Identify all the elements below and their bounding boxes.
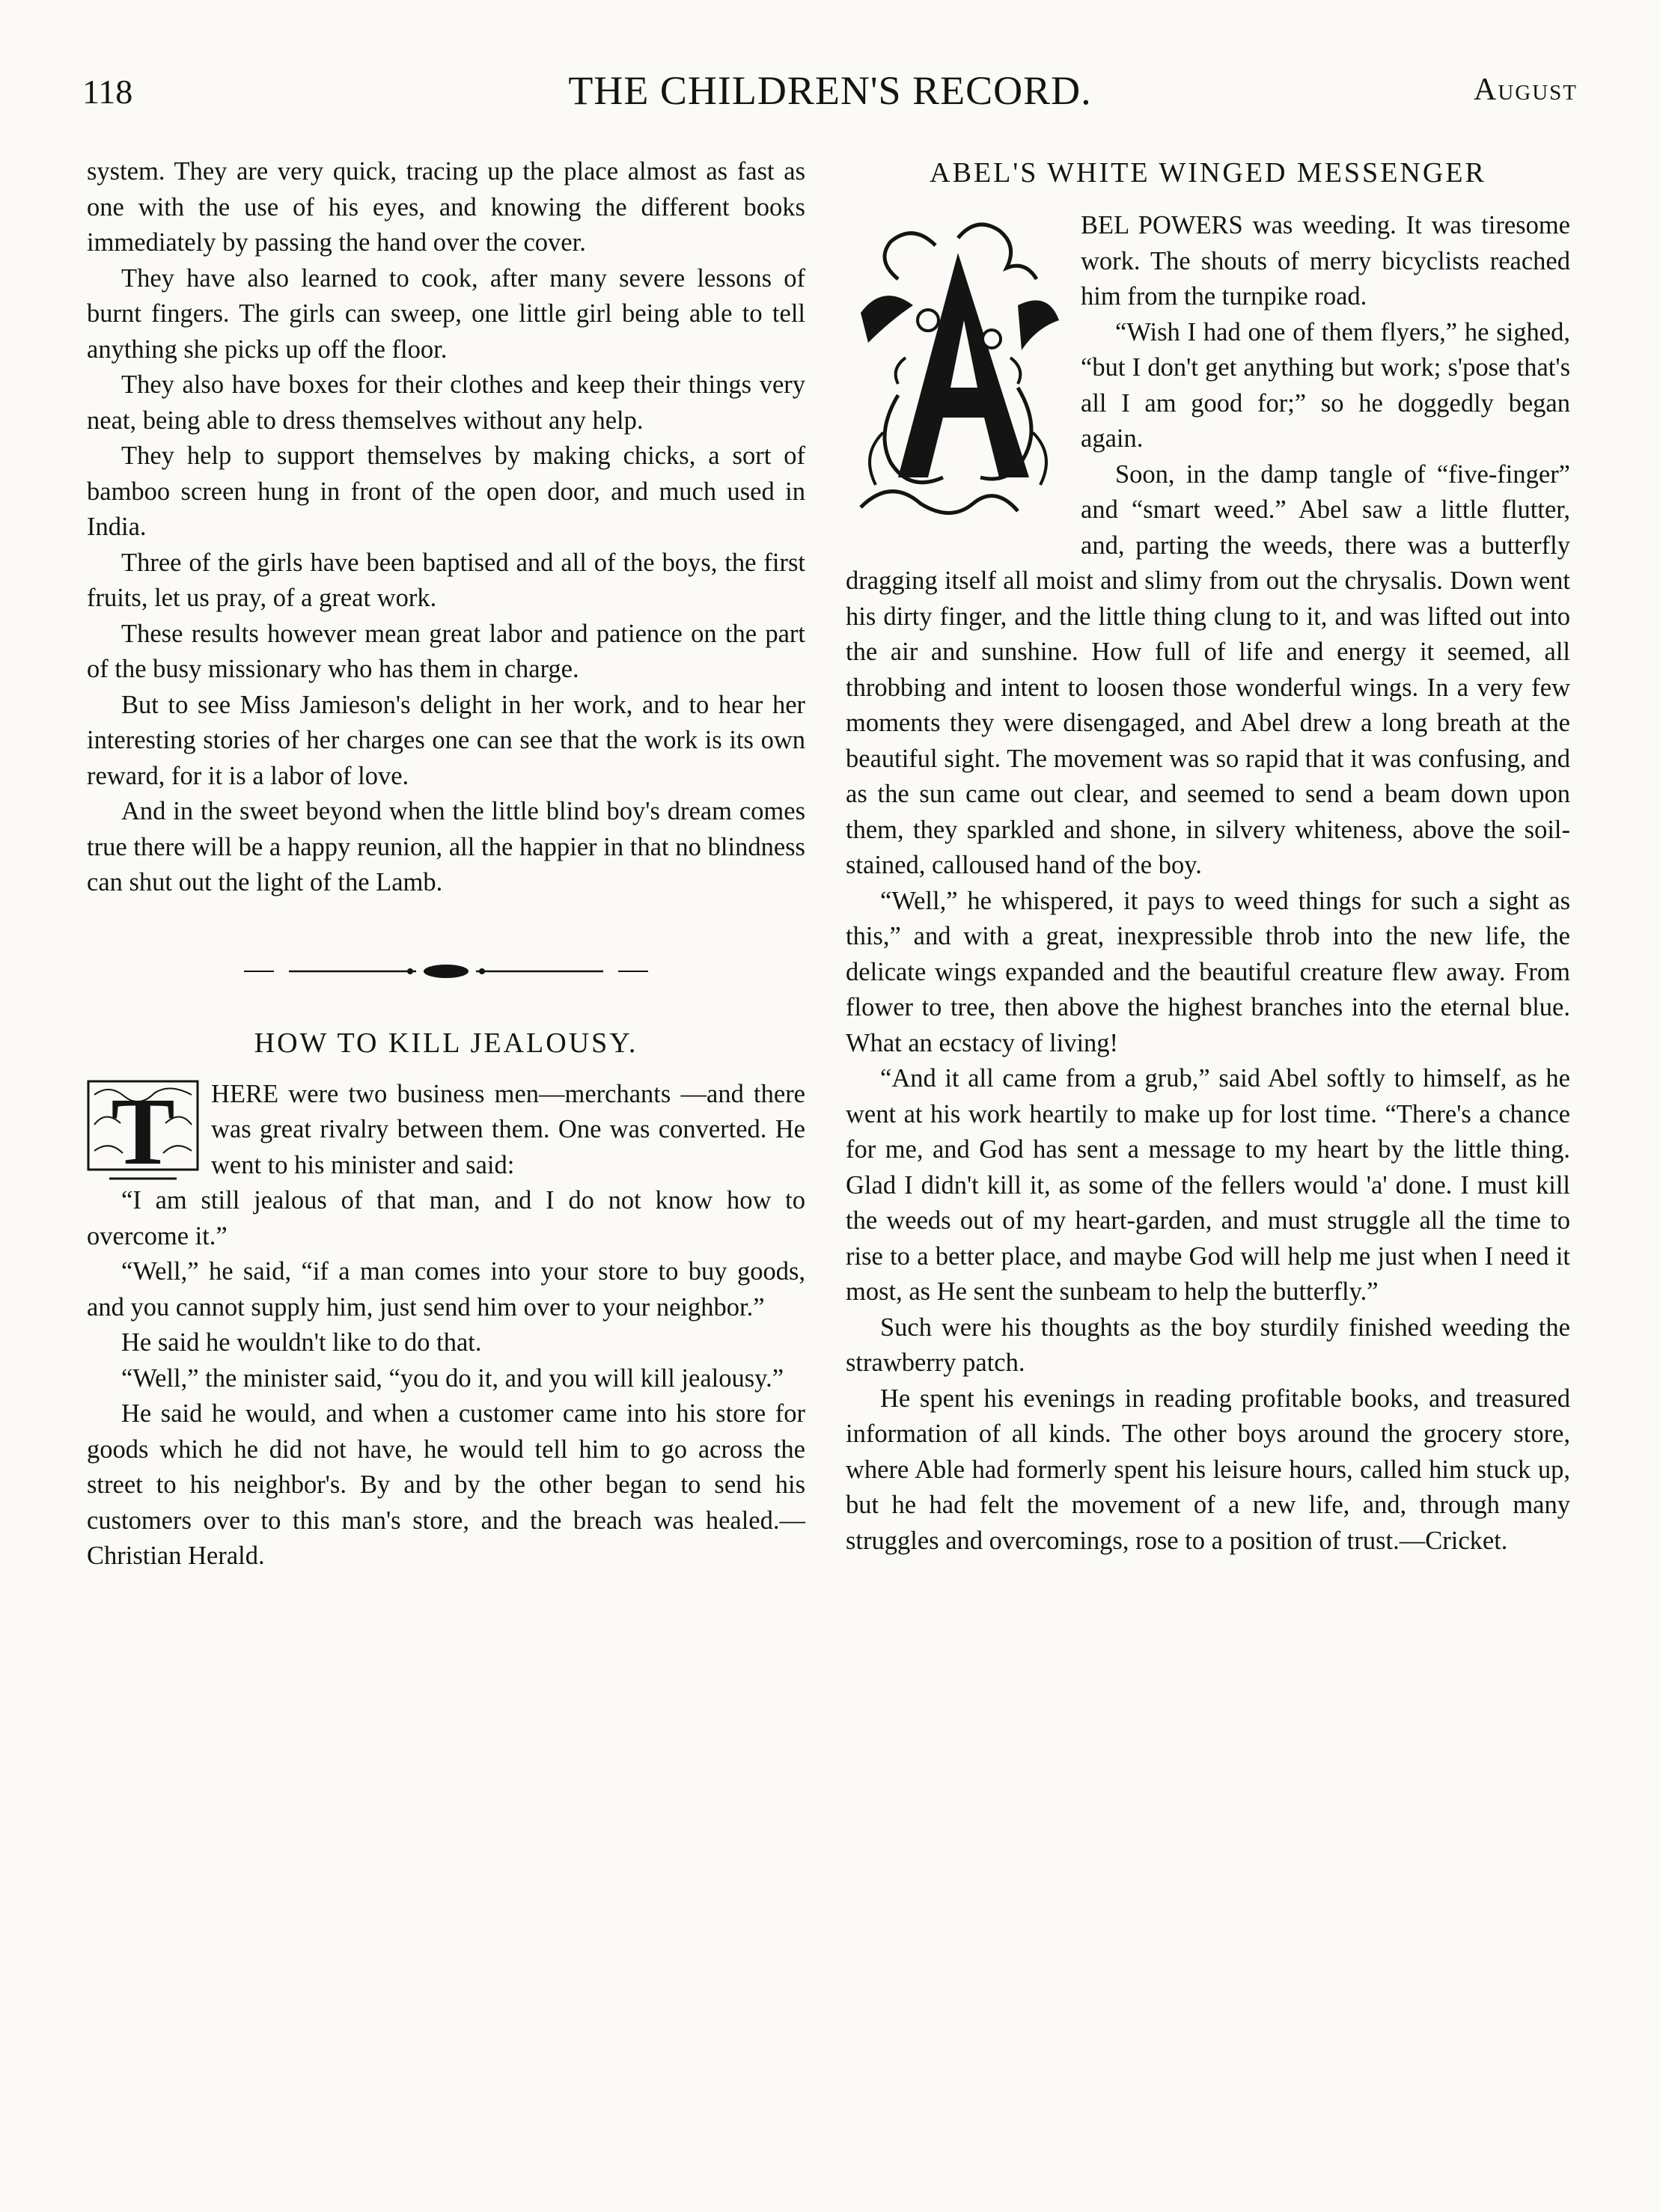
paragraph: “Well,” he said, “if a man comes into your store to buy goods, and you cannot supply him, just send him over to your neighbor.”	[87, 1257, 805, 1322]
paragraph: “Wish I had one of them flyers,” he sighed, “but I don't get anything but work; s'pose that's all I am good for;” so he doggedly began again.	[1081, 317, 1570, 453]
paragraph: These results however mean great labor and patience on the part of the busy missionary who has them in charge.	[87, 619, 805, 683]
svg-text:T: T	[111, 1079, 175, 1183]
paragraph: “I am still jealous of that man, and I do not know how to overcome it.”	[87, 1186, 805, 1250]
paragraph: He said he would, and when a customer came into his store for goods which he did not have, he would tell him to go across the street to his neighbor's. By and by the other began to send his customers over to this man's store, and the breach was healed.—Christian Herald.	[87, 1399, 805, 1570]
journal-title: THE CHILDREN'S RECORD.	[568, 68, 1092, 113]
paragraph: HERE were two business men—merchants —and there was great rivalry between them. One was converted. He went to his minister and said:	[211, 1079, 805, 1179]
issue-month: August	[1473, 73, 1578, 107]
initial-t-icon	[87, 1080, 199, 1183]
paragraph: Soon, in the damp tangle of “five-finger” and “smart weed.” Abel saw a little flutter, and, parting the weeds, there was a butterfly dragging itself all moist and slimy from out the chrysalis. Down went his dirty finger, and the little thing clung to it, and was lifted out into the air and sunshine. How full of life and energy it seemed, all throbbing and intent to loosen those wonderful wings. In a very few moments they were disengaged, and Abel drew a long breath at the beautiful sight. The movement was so rapid that it was confusing, and as the sun came out clear, and seemed to send a beam down upon them, they sparkled and shone, in silvery whiteness, above the soil-stained, calloused hand of the boy.	[846, 459, 1570, 879]
ornamental-initial	[87, 1080, 199, 1183]
paragraph: “Well,” the minister said, “you do it, and you will kill jealousy.”	[121, 1363, 784, 1393]
left-column	[87, 154, 805, 1574]
article-title: HOW TO KILL JEALOUSY.	[254, 1027, 638, 1059]
paragraph: He said he wouldn't like to do that.	[121, 1328, 482, 1357]
paragraph: And in the sweet beyond when the little blind boy's dream comes true there will be a happy reunion, all the happier in that no blindness can shut out the light of the Lamb.	[87, 797, 805, 896]
paragraph: BEL POWERS was weeding. It was tiresome work. The shouts of merry bicyclists reached him from the turnpike road.	[1081, 211, 1570, 311]
article-title: ABEL'S WHITE WINGED MESSENGER	[930, 157, 1486, 189]
divider-ornament-icon	[244, 960, 648, 983]
right-column	[846, 154, 1570, 1559]
paragraph: He spent his evenings in reading profitable books, and treasured information of all kinds. The other boys around the grocery store, where Able had formerly spent his leisure hours, called him stuck up, but he had felt the movement of a new life, and, through many struggles and overcomings, rose to a position of trust.—Cricket.	[846, 1384, 1570, 1555]
paragraph: Such were his thoughts as the boy sturdily finished weeding the strawberry patch.	[846, 1313, 1570, 1377]
paragraph: They also have boxes for their clothes and keep their things very neat, being able to dress themselves without any help.	[87, 370, 805, 435]
paragraph: They have also learned to cook, after many severe lessons of burnt fingers. The girls can sweep, one little girl being able to tell anything she picks up off the floor.	[87, 263, 805, 364]
paragraph: They help to support themselves by making chicks, a sort of bamboo screen hung in front of the open door, and much used in India.	[87, 442, 805, 541]
ornamental-initial	[846, 208, 1070, 530]
section-divider-ornament	[87, 957, 805, 980]
paragraph: “Well,” he whispered, it pays to weed things for such a sight as this,” and with a great, inexpressible throb into the new life, the delicate wings expanded and the beautiful creature flew away. From flower to tree, then above the highest branches into the eternal blue. What an ecstacy of living!	[846, 886, 1570, 1057]
initial-a-floral-icon	[846, 208, 1070, 530]
paragraph: “And it all came from a grub,” said Abel softly to himself, as he went at his work heartily to make up for lost time. “There's a chance for me, and God has sent a message to my heart by the little thing. Glad I didn't kill it, as some of the fellers would 'a' done. I must kill the weeds out of my heart-garden, and must struggle all the time to rise to a better place, and maybe God will help me just when I need it most, as He sent the sunbeam to help the butterfly.”	[846, 1064, 1570, 1306]
svg-text:A: A	[957, 470, 959, 471]
paragraph: Three of the girls have been baptised and all of the boys, the first fruits, let us pray, of a great work.	[87, 548, 805, 612]
paragraph: system. They are very quick, tracing up the place almost as fast as one with the use of his eyes, and knowing the different books immediately by passing the hand over the cover.	[87, 157, 805, 257]
page-header	[82, 68, 1578, 124]
paragraph: But to see Miss Jamieson's delight in her work, and to hear her interesting stories of her charges one can see that the work is its own reward, for it is a labor of love.	[87, 690, 805, 790]
page-number: 118	[82, 73, 133, 111]
